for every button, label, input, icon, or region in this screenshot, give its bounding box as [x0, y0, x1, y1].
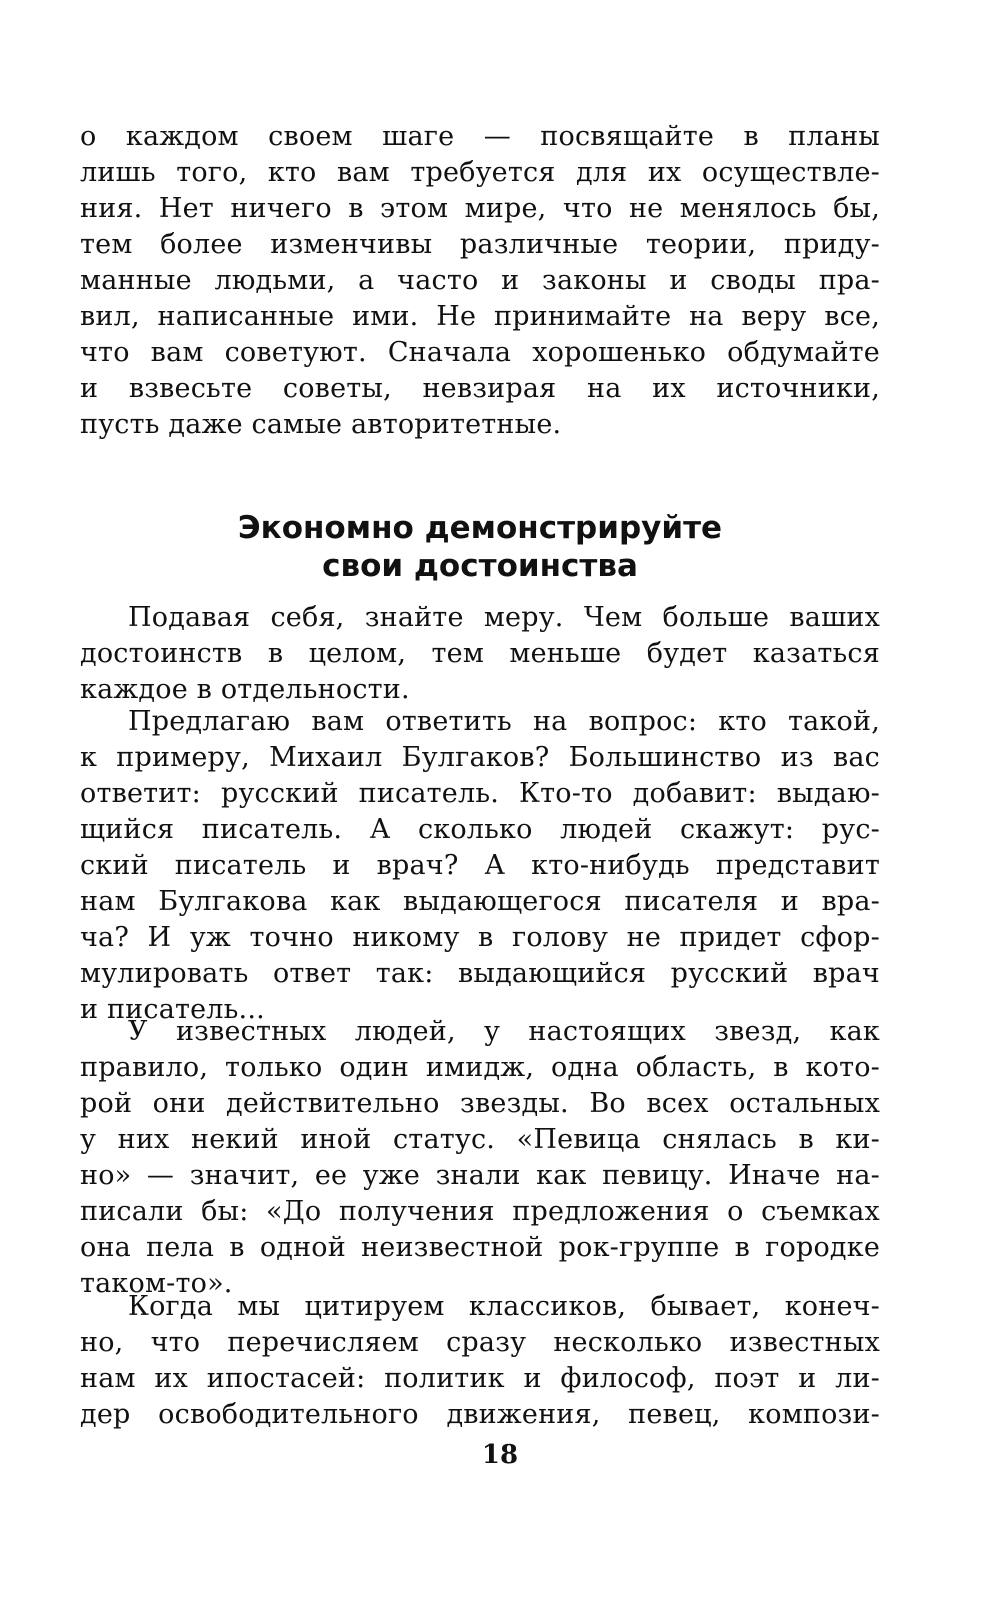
- text-line: ния. Нет ничего в этом мире, что не менялось бы,: [80, 193, 880, 224]
- text-line: дер освободительного движения, певец, компози-: [80, 1399, 880, 1430]
- paragraph-2: [80, 704, 880, 1028]
- text-line: у них некий иной статус. «Певица снялась в ки-: [80, 1124, 880, 1155]
- text-line: Когда мы цитируем классиков, бывает, конеч-: [128, 1291, 880, 1322]
- text-line: рой они действительно звезды. Во всех остальных: [80, 1088, 880, 1119]
- text-line: Подавая себя, знайте меру. Чем больше ваших: [128, 602, 880, 633]
- intro-paragraph: [80, 119, 880, 443]
- text-line: она пела в одной неизвестной рок-группе в городке: [80, 1232, 880, 1263]
- text-line: но, что перечисляем сразу несколько известных: [80, 1327, 880, 1358]
- text-line: вил, написанные ими. Не принимайте на веру все,: [80, 301, 880, 332]
- text-line: писали бы: «До получения предложения о съемках: [80, 1196, 880, 1227]
- text-line: Предлагаю вам ответить на вопрос: кто такой,: [128, 706, 880, 737]
- text-line: нам Булгакова как выдающегося писателя и вра-: [80, 886, 880, 917]
- text-line: и писатель...: [80, 994, 265, 1025]
- text-line: и взвесьте советы, невзирая на их источники,: [80, 373, 880, 404]
- section-heading-line-2: свои достоинства: [322, 548, 638, 584]
- paragraph-3: [80, 1014, 880, 1302]
- text-line: щийся писатель. А сколько людей скажут: рус-: [80, 814, 880, 845]
- text-line: таком-то».: [80, 1268, 233, 1299]
- section-heading-line-1: Экономно демонстрируйте: [237, 510, 723, 546]
- page-number: 18: [481, 1440, 519, 1470]
- text-line: У известных людей, у настоящих звезд, как: [128, 1016, 880, 1047]
- section-heading: [80, 509, 880, 585]
- text-line: пусть даже самые авторитетные.: [80, 409, 562, 440]
- text-line: ответит: русский писатель. Кто-то добавит: выдаю-: [80, 778, 880, 809]
- text-line: правило, только один имидж, одна область, в кото-: [80, 1052, 880, 1083]
- text-line: ский писатель и врач? А кто-нибудь представит: [80, 850, 880, 881]
- text-line: нам их ипостасей: политик и философ, поэт и ли-: [80, 1363, 880, 1394]
- text-line: мулировать ответ так: выдающийся русский врач: [80, 958, 880, 989]
- text-line: что вам советуют. Сначала хорошенько обдумайте: [80, 337, 880, 368]
- text-line: тем более изменчивы различные теории, приду-: [80, 229, 880, 260]
- text-line: к примеру, Михаил Булгаков? Большинство из вас: [80, 742, 880, 773]
- text-line: о каждом своем шаге — посвящайте в планы: [80, 121, 880, 152]
- text-line: но» — значит, ее уже знали как певицу. Иначе на-: [80, 1160, 880, 1191]
- paragraph-4: [80, 1289, 880, 1433]
- text-line: манные людьми, а часто и законы и своды пра-: [80, 265, 880, 296]
- paragraph-1: [80, 600, 880, 708]
- text-line: каждое в отдельности.: [80, 674, 410, 705]
- text-line: ча? И уж точно никому в голову не придет сфор-: [80, 922, 880, 953]
- text-line: достоинств в целом, тем меньше будет казаться: [80, 638, 880, 669]
- text-line: лишь того, кто вам требуется для их осуществле-: [80, 157, 880, 188]
